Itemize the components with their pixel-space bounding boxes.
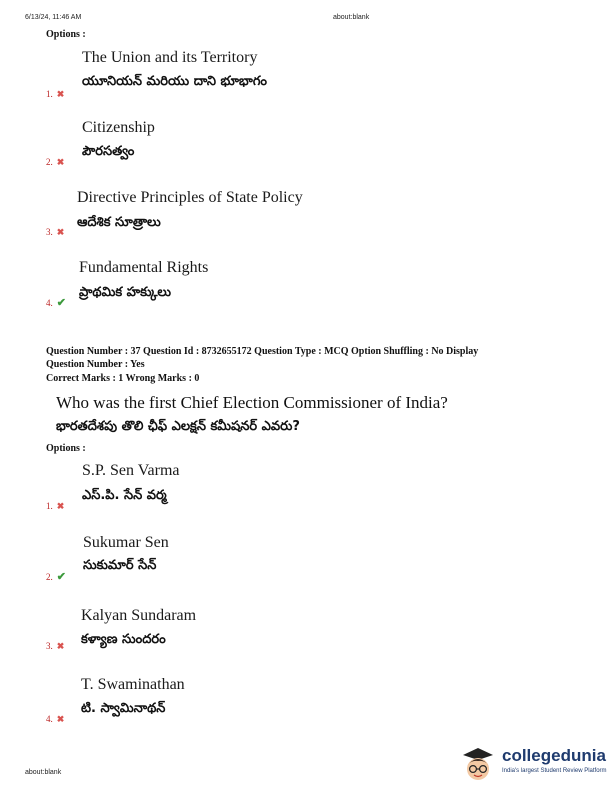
option-text-en: T. Swaminathan (81, 676, 185, 693)
mascot-icon (460, 746, 496, 782)
option-text-te: పౌరసత్వం (82, 144, 135, 159)
option-text-te: టి. స్వామినాథన్ (81, 701, 166, 716)
question-meta-line: Correct Marks : 1 Wrong Marks : 0 (46, 373, 200, 384)
option-number: 3. ✖ (46, 227, 65, 237)
option-text-en: S.P. Sen Varma (82, 462, 180, 479)
print-url: about:blank (333, 14, 370, 21)
option-number: 1. ✖ (46, 89, 65, 99)
option-text-en: The Union and its Territory (82, 49, 258, 66)
wrong-mark-icon: ✖ (56, 641, 65, 651)
wrong-mark-icon: ✖ (56, 157, 65, 167)
option-text-en: Fundamental Rights (79, 259, 209, 276)
option-text-en: Sukumar Sen (83, 534, 169, 551)
option-text-te: ఎస్.పి. సేన్ వర్మ (82, 488, 167, 503)
option-text-en: Kalyan Sundaram (81, 607, 197, 624)
option-text-te: యూనియన్ మరియు దాని భూభాగం (82, 74, 268, 89)
option-number: 3. ✖ (46, 641, 65, 651)
wrong-mark-icon: ✖ (56, 714, 65, 724)
options-label: Options : (46, 443, 86, 454)
option-text-te: ప్రాథమిక హక్కులు (79, 285, 172, 300)
question-meta-line: Question Number : Yes (46, 359, 145, 370)
wrong-mark-icon: ✖ (56, 227, 65, 237)
option-text-te: సుకుమార్ సేన్ (83, 558, 157, 573)
option-text-te: కళ్యాణ సుందరం (81, 632, 166, 647)
option-text-en: Citizenship (82, 119, 155, 136)
wrong-mark-icon: ✖ (56, 501, 65, 511)
logo-name: collegedunia (502, 746, 606, 765)
option-text-te: ఆదేశిక సూత్రాలు (77, 215, 161, 230)
option-number: 4. ✔ (46, 297, 66, 309)
question-meta-line: Question Number : 37 Question Id : 8732655172 Question Type : MCQ Option Shuffling : No Display (46, 346, 479, 357)
logo-tagline: India's largest Student Review Platform (502, 768, 607, 774)
wrong-mark-icon: ✖ (56, 89, 65, 99)
print-datetime: 6/13/24, 11:46 AM (25, 14, 82, 21)
question-text-en: Who was the first Chief Election Commissioner of India? (56, 393, 448, 412)
option-number: 4. ✖ (46, 714, 65, 724)
options-label: Options : (46, 29, 86, 40)
question-text-te: భారతదేశపు తొలి ఛీఫ్ ఎలక్షన్ కమీషనర్ ఎవరు? (56, 419, 300, 434)
option-number: 2. ✔ (46, 571, 66, 583)
correct-check-icon: ✔ (56, 571, 66, 583)
print-footer-url: about:blank (25, 769, 62, 776)
option-number: 2. ✖ (46, 157, 65, 167)
collegedunia-logo (458, 742, 608, 788)
option-number: 1. ✖ (46, 501, 65, 511)
correct-check-icon: ✔ (56, 297, 66, 309)
option-text-en: Directive Principles of State Policy (77, 189, 303, 206)
